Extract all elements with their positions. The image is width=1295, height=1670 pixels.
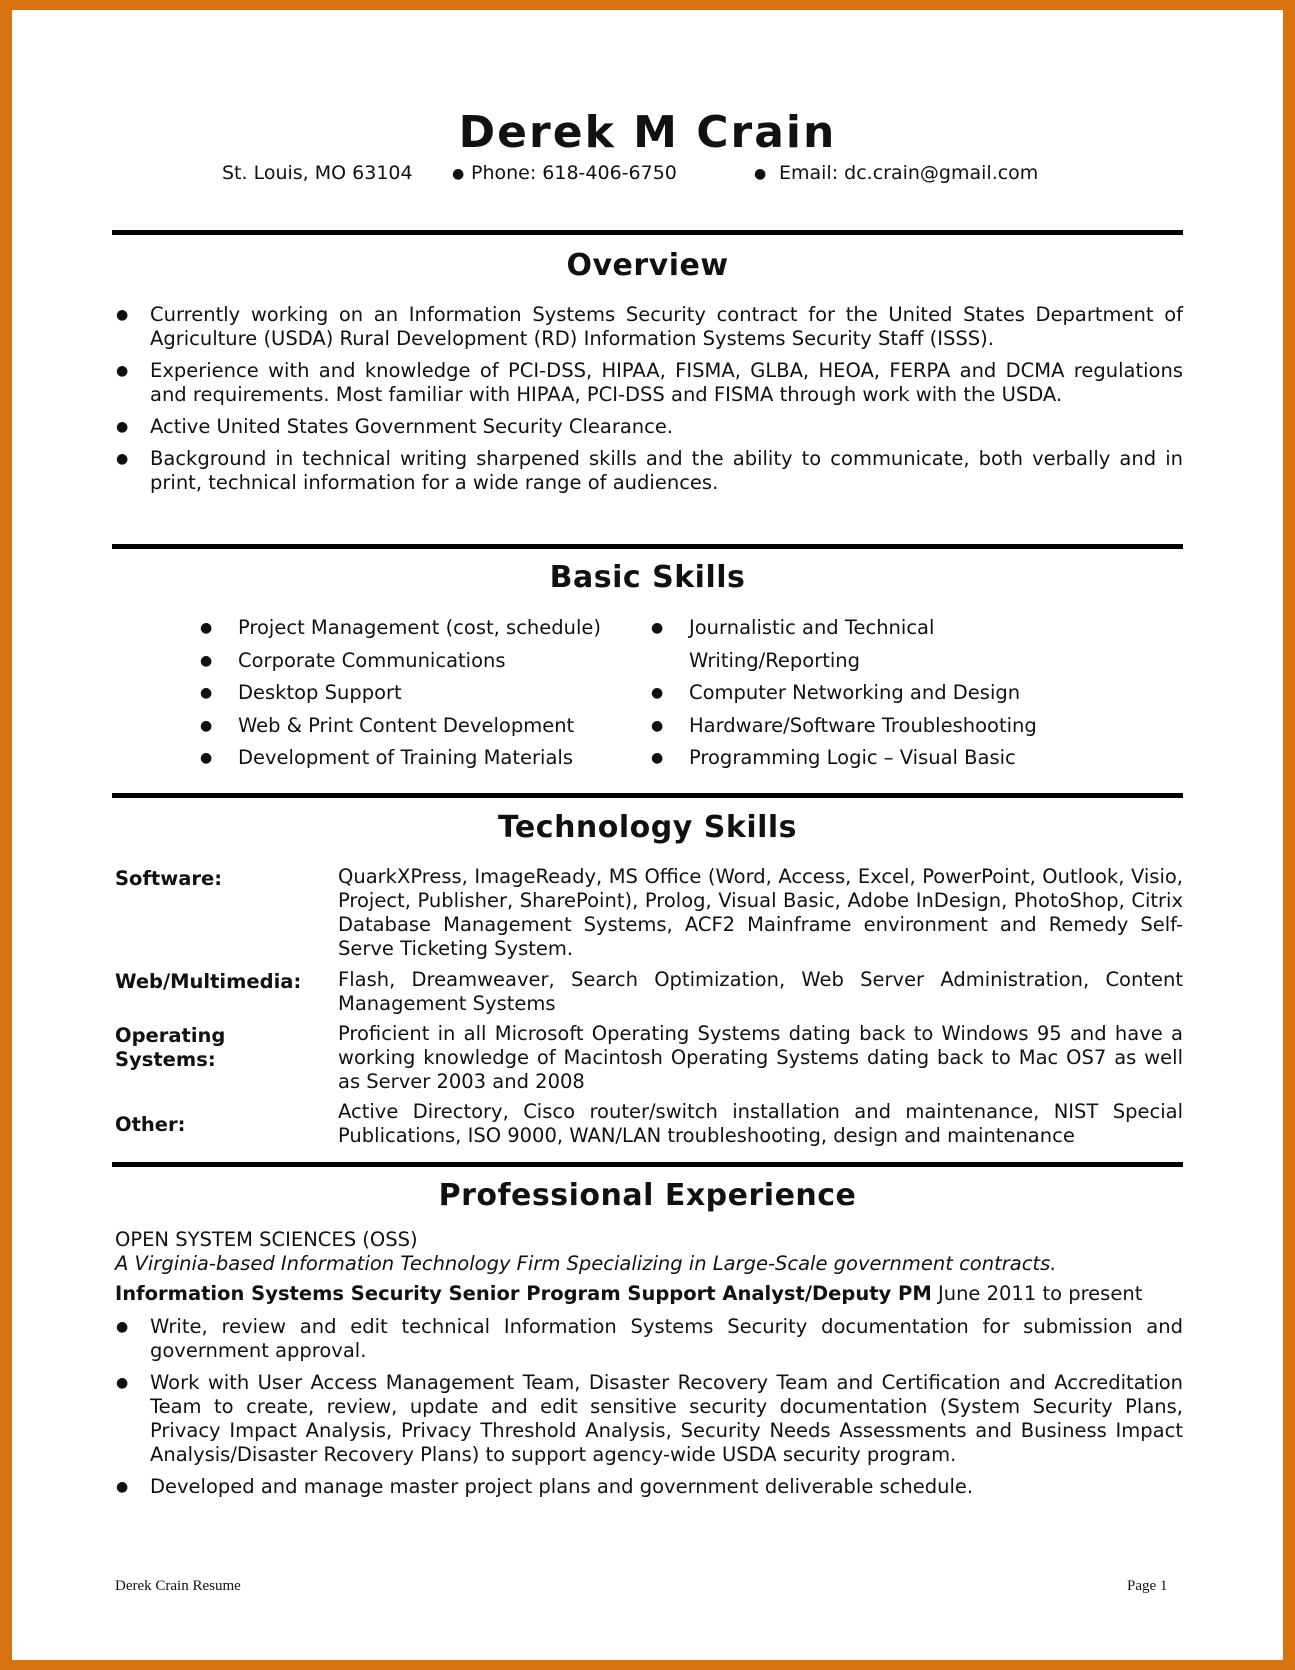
experience-item: ● Write, review and edit technical Information Systems Security documentation for submission and government approval. xyxy=(116,1315,1183,1362)
contact-phone: Phone: 618-406-6750 xyxy=(471,162,677,184)
skill-item: ● Development of Training Materials xyxy=(200,746,573,769)
footer-left: Derek Crain Resume xyxy=(115,1578,241,1594)
bullet-dot: ● xyxy=(116,1319,129,1335)
skill-item: ● Corporate Communications xyxy=(200,648,506,672)
section-title-experience: Professional Experience xyxy=(438,1178,857,1213)
bullet-dot: ● xyxy=(651,620,664,636)
contact-bullet-2: ● xyxy=(754,166,767,182)
basic-skills-right-column xyxy=(651,616,1037,779)
bullet-dot: ● xyxy=(116,419,129,435)
section-rule-overview xyxy=(112,230,1183,235)
overview-item: ● Experience with and knowledge of PCI-DSS, HIPAA, FISMA, GLBA, HEOA, FERPA and DCMA regulations and requirements. Most familiar with HIPAA, PCI-DSS and FISMA through work with the USDA. xyxy=(116,359,1183,406)
experience-list xyxy=(112,1315,1183,1507)
contact-email: Email: dc.crain@gmail.com xyxy=(779,162,1039,184)
resume-name: Derek M Crain xyxy=(458,107,837,158)
skill-item: ● Computer Networking and Design xyxy=(651,681,1021,704)
section-rule-basic-skills xyxy=(112,544,1183,549)
bullet-dot: ● xyxy=(651,750,664,766)
bullet-dot: ● xyxy=(200,685,213,701)
skill-item: ● Web & Print Content Development xyxy=(200,713,575,737)
bullet-dot: ● xyxy=(651,717,664,734)
bullet-dot: ● xyxy=(116,363,129,379)
experience-item: ● Work with User Access Management Team, Disaster Recovery Team and Certification and Accreditation Team to create, review, update and edit sensitive security documentation (System Security Plans, Privacy Impact Analysis, Privacy Threshold Analysis, Security Needs Assessments and Business Impact Analysis/Disaster Recovery Plans) to support agency-wide USDA security program. xyxy=(116,1371,1183,1466)
bullet-dot: ● xyxy=(200,750,213,766)
tech-value: QuarkXPress, ImageReady, MS Office (Word, Access, Excel, PowerPoint, Outlook, Visio, Project, Publisher, SharePoint), Prolog, Visual Basic, Adobe InDesign, PhotoShop, Citrix Database Management Systems, ACF2 Mainframe environment and Remedy Self-Serve Ticketing System. xyxy=(338,865,1183,960)
bullet-dot: ● xyxy=(116,307,129,323)
section-title-basic-skills: Basic Skills xyxy=(549,560,746,595)
section-title-overview: Overview xyxy=(566,248,729,283)
section-rule-technology-skills xyxy=(112,793,1183,798)
basic-skills-left-column xyxy=(200,616,601,779)
skill-item: ● Project Management (cost, schedule) xyxy=(200,616,602,639)
skill-item: ● Journalistic and Technical xyxy=(651,616,935,639)
bullet-dot: ● xyxy=(651,685,664,701)
contact-location: St. Louis, MO 63104 xyxy=(222,162,413,184)
bullet-dot: ● xyxy=(116,1479,129,1495)
company-name: OPEN SYSTEM SCIENCES (OSS) xyxy=(115,1228,418,1251)
company-description: A Virginia-based Information Technology Firm Specializing in Large-Scale government contracts. xyxy=(115,1252,1057,1275)
footer-page-number: Page 1 xyxy=(1127,1578,1168,1594)
job-title: Information Systems Security Senior Program Support Analyst/Deputy PM xyxy=(115,1282,932,1305)
tech-label: Other: xyxy=(115,1113,186,1136)
resume-page xyxy=(12,10,1283,1660)
overview-item: ● Background in technical writing sharpened skills and the ability to communicate, both verbally and in print, technical information for a wide range of audiences. xyxy=(116,447,1183,494)
overview-item: ● Active United States Government Security Clearance. xyxy=(116,415,674,438)
bullet-dot: ● xyxy=(116,1375,129,1391)
section-rule-experience xyxy=(112,1162,1183,1167)
skill-item-continuation: Writing/Reporting xyxy=(689,648,861,672)
experience-item: ● Developed and manage master project plans and government deliverable schedule. xyxy=(116,1475,974,1498)
skill-item: ● Programming Logic – Visual Basic xyxy=(651,746,1016,769)
skill-item: ● Desktop Support xyxy=(200,681,402,704)
job-dates: June 2011 to present xyxy=(937,1282,1143,1305)
overview-item: ● Currently working on an Information Systems Security contract for the United States Department of Agriculture (USDA) Rural Development (RD) Information Systems Security Staff (ISSS). xyxy=(116,303,1183,350)
bullet-dot: ● xyxy=(116,451,129,467)
tech-label: Operating Systems: xyxy=(115,1024,226,1071)
bullet-dot: ● xyxy=(200,620,213,636)
bullet-dot: ● xyxy=(200,652,213,669)
bullet-dot: ● xyxy=(200,717,213,734)
tech-label: Software: xyxy=(115,867,223,890)
job-heading xyxy=(115,1282,1183,1306)
skill-item: ● Hardware/Software Troubleshooting xyxy=(651,713,1037,737)
tech-label: Web/Multimedia: xyxy=(115,970,302,993)
contact-bullet-1: ● xyxy=(452,166,465,182)
section-title-technology-skills: Technology Skills xyxy=(497,810,798,845)
overview-list xyxy=(112,303,1183,503)
tech-value: Flash, Dreamweaver, Search Optimization, Web Server Administration, Content Management Systems xyxy=(338,968,1183,1015)
tech-value: Active Directory, Cisco router/switch installation and maintenance, NIST Special Publications, ISO 9000, WAN/LAN troubleshooting, design and maintenance xyxy=(338,1100,1183,1147)
tech-value: Proficient in all Microsoft Operating Systems dating back to Windows 95 and have a working knowledge of Macintosh Operating Systems dating back to Mac OS7 as well as Server 2003 and 2008 xyxy=(338,1022,1183,1093)
